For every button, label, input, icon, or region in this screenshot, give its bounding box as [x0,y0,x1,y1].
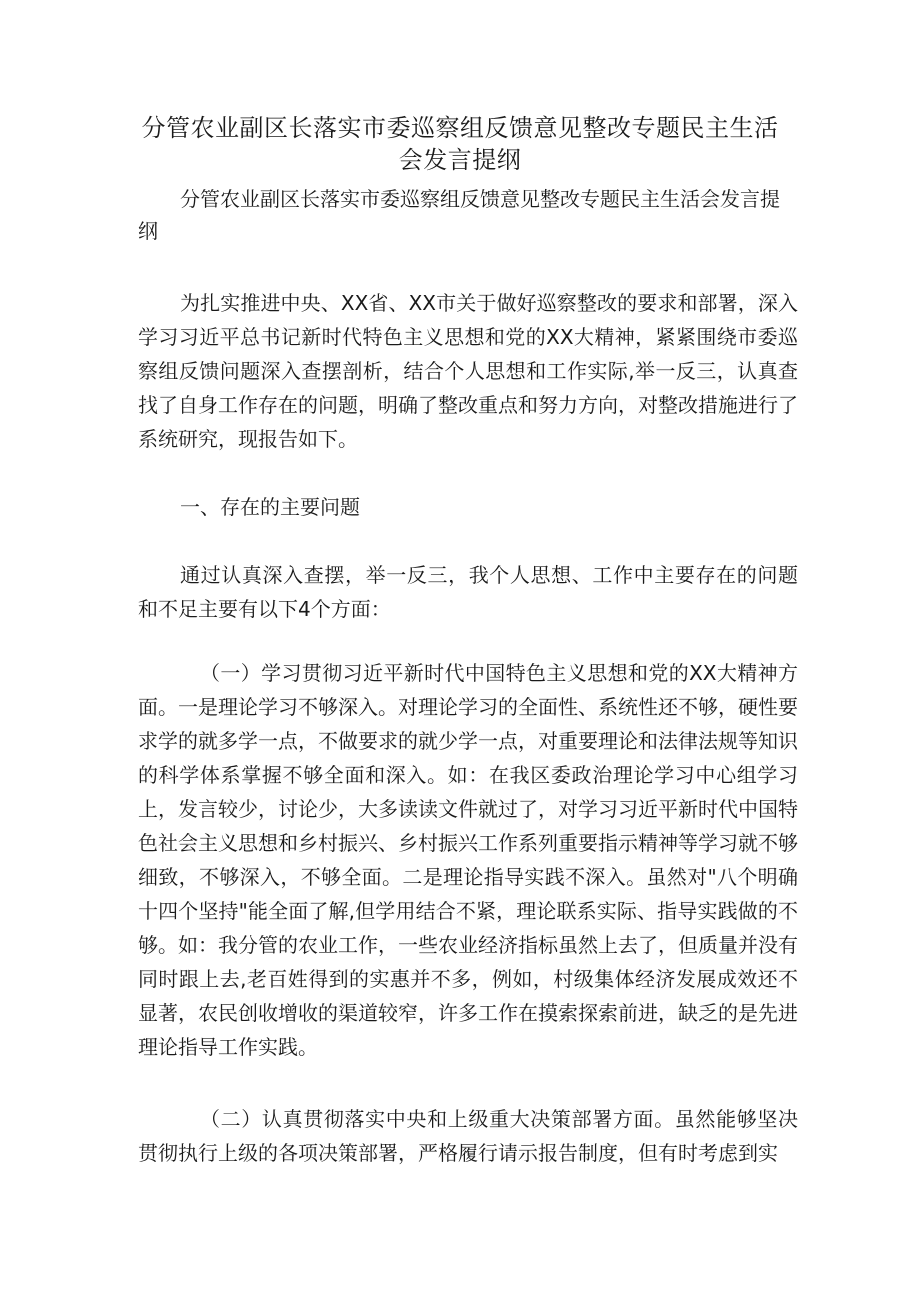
section-intro-paragraph: 通过认真深入查摆，举一反三，我个人思想、工作中主要存在的问题和不足主要有以下4个方面： [138,563,798,621]
section-heading-problems: 一、存在的主要问题 [180,495,360,519]
document-title: 分管农业副区长落实市委巡察组反馈意见整改专题民主生活会发言提纲 [141,114,779,174]
item-two-paragraph: （二）认真贯彻落实中央和上级重大决策部署方面。虽然能够坚决贯彻执行上级的各项决策部署，严格履行请示报告制度，但有时考虑到实 [138,1107,798,1165]
intro-paragraph: 为扎实推进中央、XX省、XX市关于做好巡察整改的要求和部署，深入学习习近平总书记新时代特色主义思想和党的XX大精神，紧紧围绕市委巡察组反馈问题深入查摆剖析，结合个人思想和工作实际,举一反三，认真查找了自身工作存在的问题，明确了整改重点和努力方向，对整改措施进行了系统研究，现报告如下。 [138,291,798,451]
item-one-paragraph: （一）学习贯彻习近平新时代中国特色主义思想和党的XX大精神方面。一是理论学习不够深入。对理论学习的全面性、系统性还不够，硬性要求学的就多学一点，不做要求的就少学一点，对重要理论和法律法规等知识的科学体系掌握不够全面和深入。如：在我区委政治理论学习中心组学习上，发言较少，讨论少，大多读读文件就过了，对学习习近平新时代中国特色社会主义思想和乡村振兴、乡村振兴工作系列重要指示精神等学习就不够细致，不够深入，不够全面。二是理论指导实践不深入。虽然对"八个明确十四个坚持"能全面了解,但学用结合不紧，理论联系实际、指导实践做的不够。如：我分管的农业工作，一些农业经济指标虽然上去了，但质量并没有同时跟上去,老百姓得到的实惠并不多，例如，村级集体经济发展成效还不显著，农民创收增收的渠道较窄，许多工作在摸索探索前进，缺乏的是先进理论指导工作实践。 [138,661,798,1059]
document-subtitle: 分管农业副区长落实市委巡察组反馈意见整改专题民主生活会发言提纲 [138,187,780,243]
